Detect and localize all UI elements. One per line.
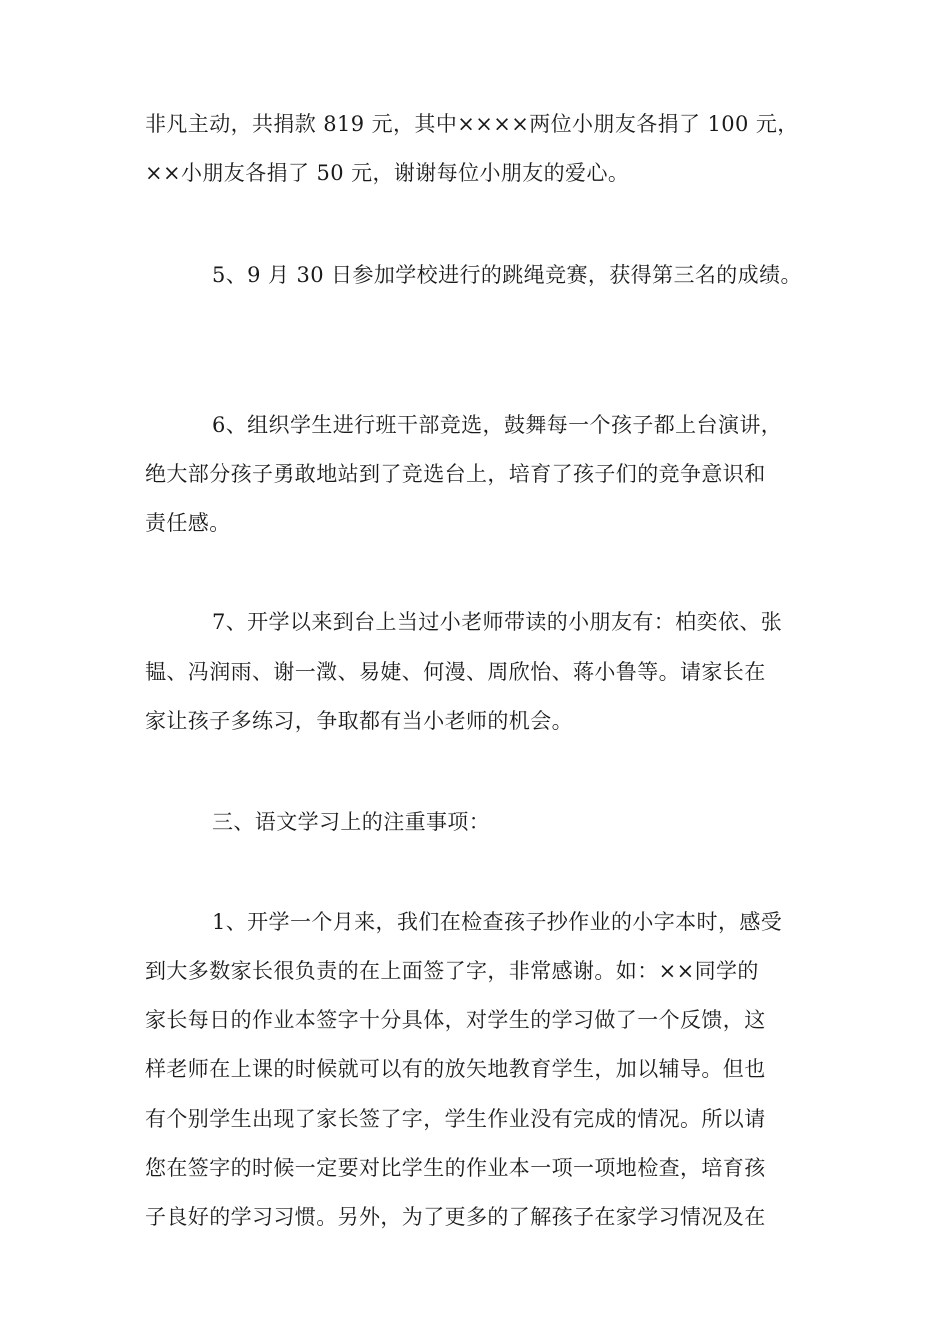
item-6-line-2: 绝大部分孩子勇敢地站到了竞选台上，培育了孩子们的竞争意识和 (145, 462, 766, 486)
section-3-heading: 三、语文学习上的注重事项： (212, 810, 491, 834)
section-3-item-1-line-2: 到大多数家长很负责的在上面签了字，非常感谢。如：××同学的 (145, 959, 759, 983)
section-3-item-1-line-7: 子良好的学习习惯。另外，为了更多的了解孩子在家学习情况及在 (145, 1205, 766, 1229)
item-5-line-1: 5、9 月 30 日参加学校进行的跳绳竞赛，获得第三名的成绩。 (212, 263, 802, 287)
text-line-1: 非凡主动，共捐款 819 元，其中××××两位小朋友各捐了 100 元， (145, 112, 799, 136)
section-3-item-1-line-5: 有个别学生出现了家长签了字，学生作业没有完成的情况。所以请 (145, 1107, 766, 1131)
section-3-item-1-line-6: 您在签字的时候一定要对比学生的作业本一项一项地检查，培育孩 (145, 1156, 766, 1180)
section-3-item-1-line-3: 家长每日的作业本签字十分具体，对学生的学习做了一个反馈，这 (145, 1008, 766, 1032)
section-3-item-1-line-4: 样老师在上课的时候就可以有的放矢地教育学生，加以辅导。但也 (145, 1057, 766, 1081)
item-7-line-1: 7、开学以来到台上当过小老师带读的小朋友有：柏奕依、张 (212, 610, 783, 634)
item-7-line-2: 韫、冯润雨、谢一澂、易婕、何漫、周欣怡、蒋小鲁等。请家长在 (145, 660, 766, 684)
item-7-line-3: 家让孩子多练习，争取都有当小老师的机会。 (145, 709, 573, 733)
text-line-2: ××小朋友各捐了 50 元，谢谢每位小朋友的爱心。 (145, 161, 630, 185)
item-6-line-3: 责任感。 (145, 511, 231, 535)
item-6-line-1: 6、组织学生进行班干部竞选，鼓舞每一个孩子都上台演讲， (212, 413, 783, 437)
section-3-item-1-line-1: 1、开学一个月来，我们在检查孩子抄作业的小字本时，感受 (212, 910, 783, 934)
